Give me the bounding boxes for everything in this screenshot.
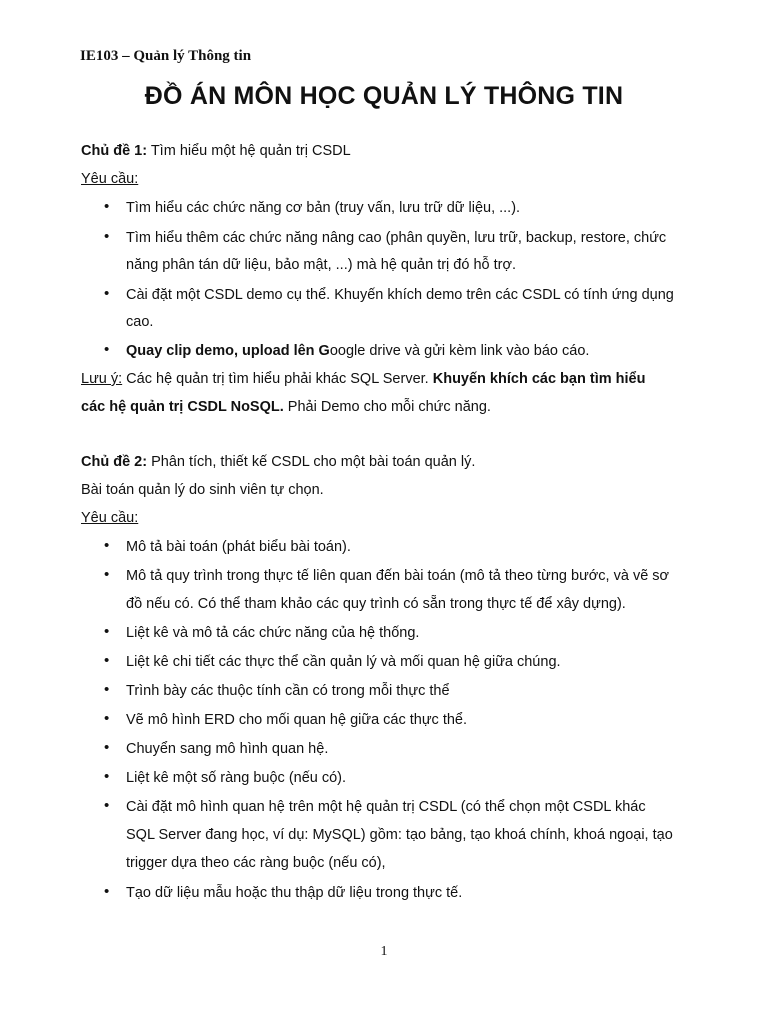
topic1-note-continued [81,399,491,415]
topic1-label: Chủ đề 1: [81,143,148,159]
bullet-icon: • [104,797,110,814]
bullet-icon: • [104,883,110,900]
topic2-problem-line [81,482,324,498]
topic1-heading [81,143,351,159]
topic2-item: Mô tả bài toán (phát biểu bài toán). [126,539,351,555]
topic2-item: Cài đặt mô hình quan hệ trên một hệ quản trị CSDL (có thể chọn một CSDL khác [126,799,646,815]
course-header: IE103 – Quản lý Thông tin [80,48,252,64]
note-bold: các hệ quản trị CSDL NoSQL. [81,399,284,415]
bullet-icon: • [104,739,110,756]
topic2-item: Tạo dữ liệu mẫu hoặc thu thập dữ liệu trong thực tế. [126,885,463,901]
bullet-icon: • [104,623,110,640]
topic1-requirements-label: Yêu cầu: [81,171,139,187]
topic2-item: Mô tả quy trình trong thực tế liên quan đến bài toán (mô tả theo từng bước, và vẽ sơ [126,568,670,584]
topic2-item: Vẽ mô hình ERD cho mối quan hệ giữa các thực thể. [126,712,468,728]
topic2-text: Phân tích, thiết kế CSDL cho một bài toán quản lý. [147,454,476,470]
bullet-icon: • [104,681,110,698]
topic1-item: Tìm hiểu các chức năng cơ bản (truy vấn, lưu trữ dữ liệu, ...). [126,200,521,216]
topic2-item: Liệt kê và mô tả các chức năng của hệ thống. [126,625,420,641]
topic2-item: Liệt kê chi tiết các thực thể cần quản lý và mối quan hệ giữa chúng. [126,654,561,670]
topic2-item-continued: SQL Server đang học, ví dụ: MySQL) gồm: tạo bảng, tạo khoá chính, khoá ngoại, tạo [126,827,673,843]
topic2-item: Trình bày các thuộc tính cần có trong mỗi thực thể [126,683,450,699]
note-bold: Khuyến khích các bạn tìm hiểu [432,371,646,387]
topic1-note [81,371,645,387]
topic1-item-continued: cao. [126,314,154,330]
bullet-icon: • [104,285,110,302]
topic2-heading [81,454,475,470]
bullet-icon: • [104,341,110,358]
problem-label: Bài toán [81,482,135,498]
topic1-item: Cài đặt một CSDL demo cụ thể. Khuyến khích demo trên các CSDL có tính ứng dụng [126,287,674,303]
problem-text: quản lý do sinh viên tự chọn. [134,482,324,498]
bullet-icon: • [104,566,110,583]
topic2-item: Chuyển sang mô hình quan hệ. [126,741,329,757]
topic1-item: Tìm hiểu thêm các chức năng nâng cao (phân quyền, lưu trữ, backup, restore, chức [126,230,667,246]
page-number: 1 [380,944,388,959]
bullet-icon: • [104,768,110,785]
bullet-icon: • [104,652,110,669]
note-tail: Phải Demo cho mỗi chức năng. [283,399,491,415]
topic2-label: Chủ đề 2: [81,454,148,470]
topic1-text: Tìm hiểu một hệ quản trị CSDL [147,143,351,159]
topic1-item-rest: oogle drive và gửi kèm link vào báo cáo. [329,343,590,359]
bullet-icon: • [104,710,110,727]
bullet-icon: • [104,198,110,215]
page-title: ĐỒ ÁN MÔN HỌC QUẢN LÝ THÔNG TIN [144,82,624,110]
note-text: Các hệ quản trị tìm hiểu phải khác SQL Server. [122,371,433,387]
topic1-item-bold: Quay clip demo, upload lên G [126,343,330,359]
topic1-item [126,343,589,359]
topic2-item-continued: đồ nếu có. Có thể tham khảo các quy trình có sẵn trong thực tế để xây dựng). [126,596,626,612]
note-label: Lưu ý: [81,371,123,387]
topic2-item-continued: trigger dựa theo các ràng buộc (nếu có), [126,855,386,871]
topic1-item-continued: năng phân tán dữ liệu, bảo mật, ...) mà hệ quản trị đó hỗ trợ. [126,257,517,273]
topic2-requirements-label: Yêu cầu: [81,510,139,526]
topic2-item: Liệt kê một số ràng buộc (nếu có). [126,770,347,786]
bullet-icon: • [104,228,110,245]
bullet-icon: • [104,537,110,554]
